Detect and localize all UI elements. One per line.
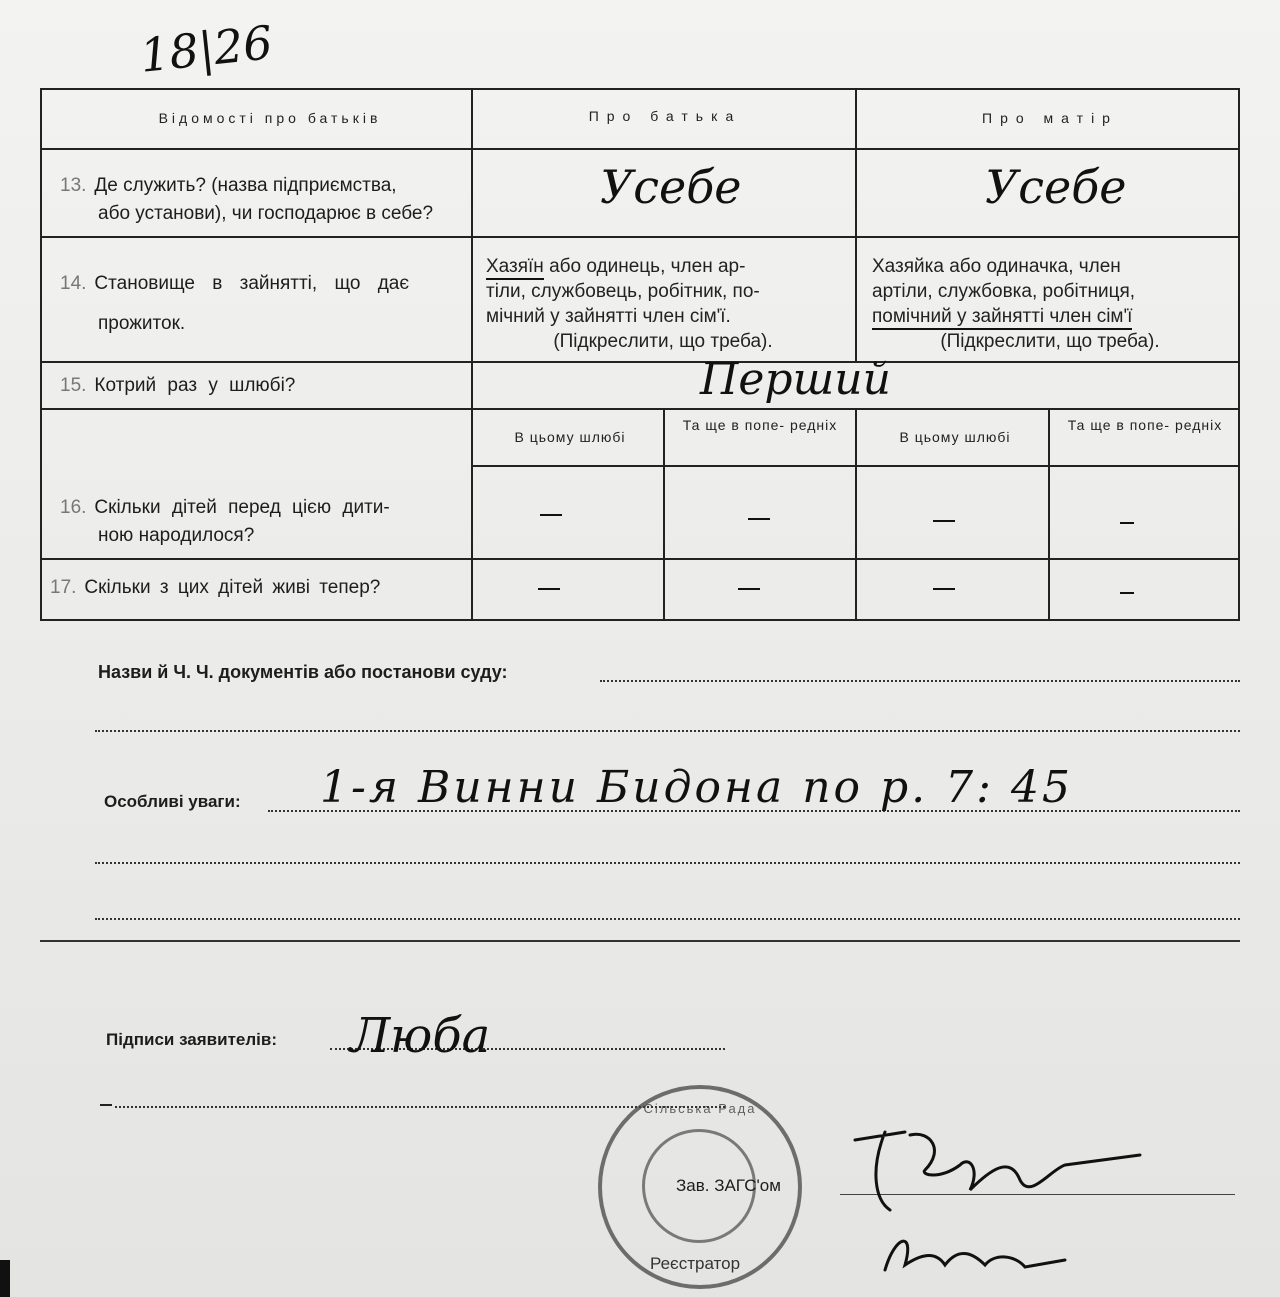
mother-option-underlined: помічний у зайнятті член сім'ї [872,306,1132,330]
signatures-label: Підписи заявителів: [106,1030,277,1049]
section-divider [40,940,1240,942]
signature-scribble-icon [850,1110,1150,1220]
zags-head-signature [850,1110,1150,1225]
question-13-line2: або установи), чи господарює в себе? [98,203,434,224]
mother-option-line3 [872,304,1228,329]
answer-dash [933,588,955,590]
mother-option-note: (Підкреслити, що треба). [940,331,1160,352]
remarks-dotted-line-2 [95,862,1240,864]
answer-dash [538,588,560,590]
answer-dash [1120,592,1134,594]
question-14 [60,270,470,338]
father-option-line3: мічний у зайнятті член сім'ї. [486,306,731,327]
father-option-note: (Підкреслити, що треба). [553,331,773,352]
question-15-text: Котрий раз у шлюбі? [94,375,296,396]
answer-dash [933,520,955,522]
page-edge [0,1260,10,1297]
father-workplace-answer: Усебе [600,160,742,214]
documents-label: Назви й Ч. Ч. документів або постанови суду: [98,662,508,682]
applicant-signature: Люба [350,1008,491,1064]
father-option-underlined: Хазяїн [486,256,544,280]
mother-option-line1: Хазяйка або одиначка, член [872,256,1121,277]
header-mother: Про матір [982,110,1118,126]
mother-option-line2: артіли, службовка, робітниця, [872,281,1136,302]
subheader-father-previous: Та ще в попе- редніх [682,417,838,433]
mother-workplace-answer: Усебе [985,160,1127,214]
mother-occupation-options [872,254,1228,354]
question-16-number: 16. [60,497,87,518]
documents-dotted-line [600,680,1240,682]
question-14-line2: прожиток. [98,313,186,334]
question-15-number: 15. [60,375,87,396]
documents-dotted-line-2 [95,730,1240,732]
question-17-number: 17. [50,577,77,598]
subheader-mother-this-marriage: В цьому шлюбі [899,429,1011,445]
question-15 [60,372,470,400]
pen-mark [100,1104,112,1106]
question-16 [60,494,470,550]
question-14-number: 14. [60,273,87,294]
remarks-value: 1-я Винни Бидона по р. 7: 45 [320,762,1073,813]
question-13-number: 13. [60,175,87,196]
father-occupation-options [486,254,840,354]
registrar-signature [875,1225,1075,1290]
question-16-line2: ною народилося? [98,525,255,546]
question-17-text: Скільки з цих дітей живі тепер? [84,577,381,598]
answer-dash [738,588,760,590]
registrar-label: Реєстратор [650,1254,741,1273]
answer-dash [748,518,770,520]
question-13 [60,172,470,228]
answer-dash [1120,522,1134,524]
remarks-dotted-line-3 [95,918,1240,920]
question-13-line1: Де служить? (назва підприємства, [94,175,397,196]
father-option-line2: тіли, службовець, робітник, по- [486,281,760,302]
marriage-count-answer: Перший [700,354,891,405]
stamp-text: Сільська Рада [643,1101,757,1116]
remarks-label: Особливі уваги: [104,792,241,811]
zags-head-label: Зав. ЗАГС'ом [676,1176,781,1195]
subheader-mother-previous: Та ще в попе- редніх [1067,417,1223,433]
answer-dash [540,514,562,516]
parents-info-table [40,88,1240,621]
header-father: Про батька [588,108,742,124]
archive-number: 18|26 [137,15,276,83]
header-parents-info: Відомості про батьків [158,110,382,126]
subheader-father-this-marriage: В цьому шлюбі [514,429,626,445]
registrar-scribble-icon [875,1225,1075,1285]
father-option-line1: Хазяїн або одинець, член ар- [486,254,840,279]
question-17 [50,574,470,602]
question-14-line1: Становище в зайнятті, що дає [94,273,410,294]
question-16-line1: Скільки дітей перед цією дити- [94,497,390,518]
